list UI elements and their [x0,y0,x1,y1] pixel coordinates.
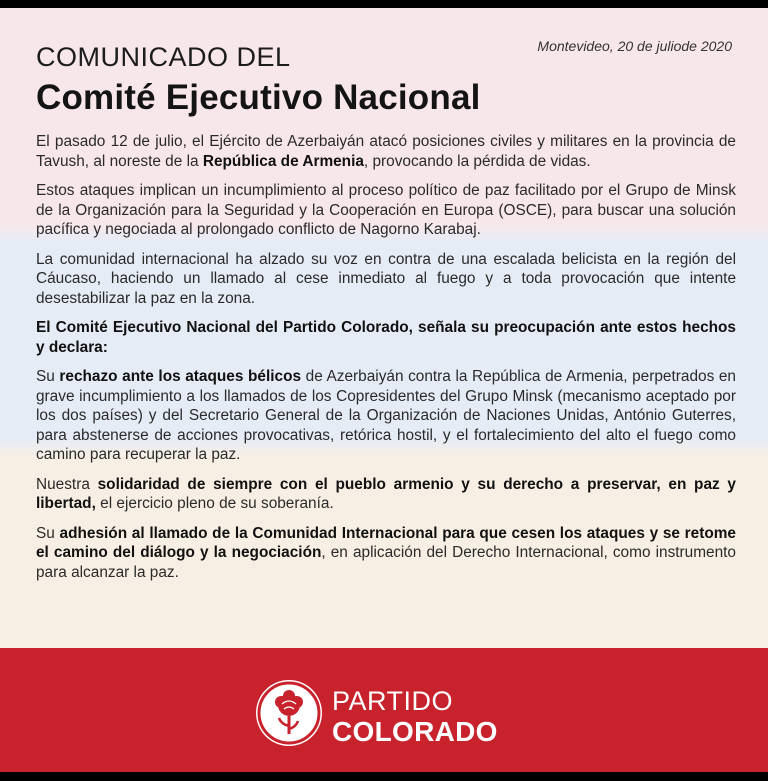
paragraph-5-text-a: Su [36,368,60,385]
logo-text-partido: PARTIDO [332,686,454,716]
paragraph-5-text-c: de Azerbaiyán contra la República de Armenia, perpetrados en grave incumplimiento a los llamados de los Copresidentes del Grupo Minsk (mecanismo aceptado por los dos países) y del Secretario General de la Organización de Naciones Unidas, António Guterres, para abstenerse de acciones provocativas, retórica hostil, y el fortalecimiento del alto el fuego como camino para recuperar la paz. [36,368,736,463]
paragraph-5 [36,367,736,465]
red-carnation-icon [256,680,322,746]
page-title: Comité Ejecutivo Nacional [36,78,481,117]
party-footer-banner [0,648,768,772]
logo-text-colorado: COLORADO [332,716,498,747]
document-date: Montevideo, 20 de juliode 2020 [537,38,732,54]
communique-document [0,8,768,772]
paragraph-6-text-c: el ejercicio pleno de su soberanía. [95,495,334,512]
paragraph-3: La comunidad internacional ha alzado su voz en contra de una escalada belicista en la región del Cáucaso, haciendo un llamado al cese inmediato al fuego y a toda provocación que intente desestabilizar la paz en la zona. [36,250,736,307]
paragraph-6 [36,475,736,514]
paragraph-2: Estos ataques implican un incumplimiento al proceso político de paz facilitado por el Grupo de Minsk de la Organización para la Seguridad y la Cooperación en Europa (OSCE), para buscar una solución pacífica y negociada al prolongado conflicto de Nagorno Karabaj. [36,182,736,238]
title-line-1: COMUNICADO DEL [36,42,291,72]
paragraph-7-bold: adhesión al llamado de la Comunidad Internacional para que cesen los ataques y se retome el camino del diálogo y la negociación [36,524,736,561]
body-text [36,132,736,592]
paragraph-6-bold: solidaridad de siempre con el pueblo armenio y su derecho a preservar, en paz y libertad, [36,475,736,512]
paragraph-5-bold: rechazo ante los ataques bélicos [59,368,302,385]
paragraph-1-bold: República de Armenia [202,152,364,170]
paragraph-6-text-a: Nuestra [36,475,98,493]
paragraph-4-declaration [36,318,736,357]
paragraph-7-text-a: Su [36,524,60,542]
paragraph-7-text-c: , en aplicación del Derecho Internacional, como instrumento para alcanzar la paz. [36,544,736,581]
paragraph-1-text-a: El pasado 12 de julio, el Ejército de Azerbaiyán atacó posiciones civiles y militares en la provincia de Tavush, al noreste de la [36,133,736,170]
paragraph-7 [36,524,736,583]
declaration-bold: El Comité Ejecutivo Nacional del Partido Colorado, señala su preocupación ante estos hechos y declara: [36,319,736,356]
paragraph-1 [36,132,736,171]
paragraph-1-text-c: , provocando la pérdida de vidas. [363,152,591,170]
